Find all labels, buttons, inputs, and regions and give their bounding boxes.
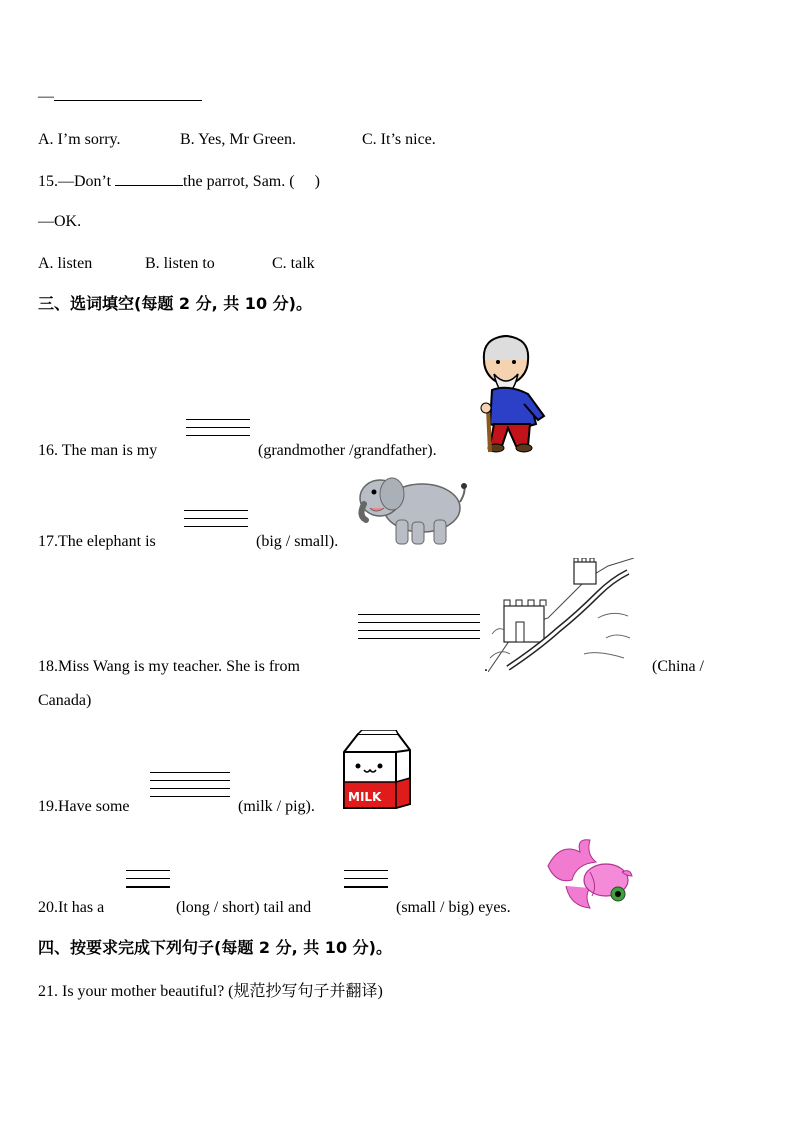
q15-option-c: C. talk bbox=[272, 255, 315, 272]
section-3-heading: 三、选词填空(每题 2 分, 共 10 分)。 bbox=[38, 294, 312, 313]
q17-choices: (big / small). bbox=[256, 533, 339, 550]
question-15: 15.—Don’t the parrot, Sam. ( ) bbox=[38, 173, 320, 190]
question-21: 21. Is your mother beautiful? (规范抄写句子并翻译) bbox=[38, 983, 383, 1000]
q19-answer-lines[interactable] bbox=[150, 772, 230, 797]
q19-choices: (milk / pig). bbox=[238, 798, 315, 815]
q15-reply: —OK. bbox=[38, 213, 82, 230]
q16-prefix: 16. The man is my bbox=[38, 442, 158, 459]
q18-dot: . bbox=[484, 658, 488, 675]
grandfather-illustration bbox=[472, 332, 554, 456]
q15-option-a: A. listen bbox=[38, 255, 93, 272]
q18-answer-lines[interactable] bbox=[358, 614, 480, 646]
q18-choices-a: (China / bbox=[652, 658, 704, 675]
q17-prefix: 17.The elephant is bbox=[38, 533, 156, 550]
elephant-illustration bbox=[356, 472, 468, 548]
q14-option-a: A. I’m sorry. bbox=[38, 131, 121, 148]
q16-answer-lines[interactable] bbox=[186, 419, 250, 443]
q20-answer-lines-1[interactable] bbox=[126, 870, 170, 895]
q14-option-c: C. It’s nice. bbox=[362, 131, 436, 148]
blank[interactable] bbox=[115, 171, 183, 186]
milk-carton-illustration bbox=[340, 730, 414, 810]
q18-prefix: 18.Miss Wang is my teacher. She is from bbox=[38, 658, 300, 675]
q18-choices-b: Canada) bbox=[38, 692, 92, 709]
answer-line: — bbox=[38, 86, 202, 107]
q14-option-b: B. Yes, Mr Green. bbox=[180, 131, 296, 148]
section-4-heading: 四、按要求完成下列句子(每题 2 分, 共 10 分)。 bbox=[38, 938, 392, 957]
q16-choices: (grandmother /grandfather). bbox=[258, 442, 437, 459]
goldfish-illustration bbox=[546, 836, 636, 912]
q17-answer-lines[interactable] bbox=[184, 510, 248, 534]
q19-prefix: 19.Have some bbox=[38, 798, 130, 815]
q20-mid: (long / short) tail and bbox=[176, 899, 312, 916]
q20-prefix: 20.It has a bbox=[38, 899, 105, 916]
q20-answer-lines-2[interactable] bbox=[344, 870, 388, 895]
q15-option-b: B. listen to bbox=[145, 255, 215, 272]
great-wall-illustration bbox=[488, 558, 634, 672]
q20-choices: (small / big) eyes. bbox=[396, 899, 511, 916]
blank[interactable] bbox=[54, 86, 202, 101]
milk-label: MILK bbox=[348, 790, 382, 804]
